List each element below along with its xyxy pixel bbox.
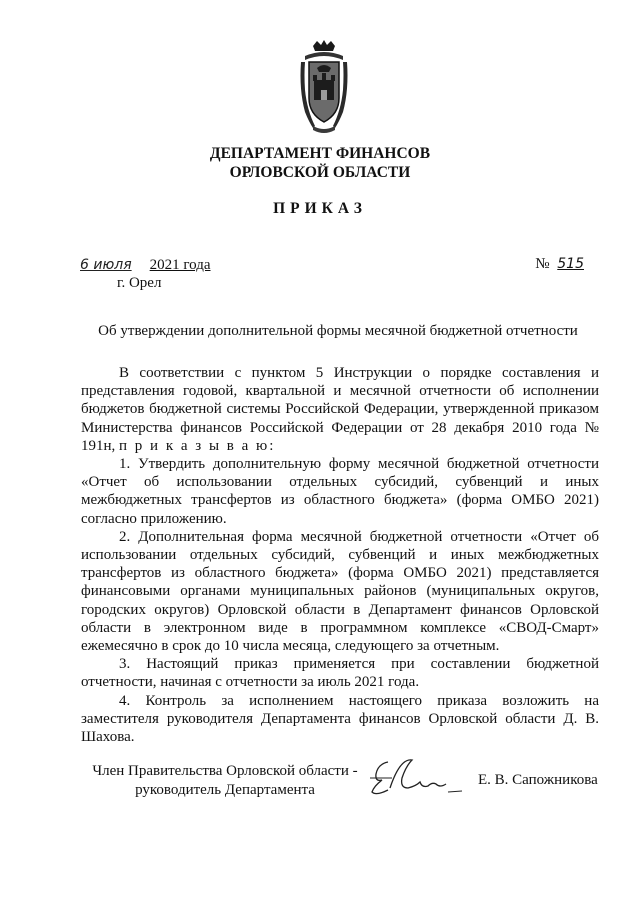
body-paragraph-4: 4. Контроль за исполнением настоящего приказа возложить на заместителя руководителя Департамента финансов Орловской области Д. В. Шахова. bbox=[81, 692, 599, 746]
handwritten-signature bbox=[366, 752, 466, 802]
order-body bbox=[81, 364, 599, 746]
number-label: № bbox=[535, 256, 550, 272]
order-number bbox=[535, 256, 584, 273]
department-name-line1: ДЕПАРТАМЕНТ ФИНАНСОВ bbox=[209, 145, 431, 162]
department-name-line2: ОРЛОВСКОЙ ОБЛАСТИ bbox=[229, 164, 411, 181]
position-line1: Член Правительства Орловской области - bbox=[92, 763, 358, 779]
body-paragraph-2: 2. Дополнительная форма месячной бюджетной отчетности «Отчет об использовании отдельных субсидий, субвенций и иных межбюджетных трансфертов из областного бюджета» (форма ОМБО 2021) представляется финансовыми органами муниципальных районов (муниципальных округов, городских округов) Орловской области в Департамент финансов Орловской области в электронном виде в программном комплексе «СВОД-Смарт» ежемесячно в срок до 10 числа месяца, следующего за отчетным. bbox=[81, 528, 599, 655]
signatory-position bbox=[90, 762, 360, 800]
body-paragraph-3: 3. Настоящий приказ применяется при составлении бюджетной отчетности, начиная с отчетности за июль 2021 года. bbox=[81, 656, 599, 691]
body-intro bbox=[81, 364, 599, 455]
order-subject: Об утверждении дополнительной формы месячной бюджетной отчетности bbox=[98, 323, 578, 339]
intro-order-word: п р и к а з ы в а ю: bbox=[119, 437, 276, 454]
position-line2: руководитель Департамента bbox=[135, 782, 315, 798]
city-name: г. Орел bbox=[117, 275, 162, 291]
coat-of-arms-icon bbox=[299, 40, 349, 136]
signatory-name: Е. В. Сапожникова bbox=[478, 772, 598, 788]
intro-text: В соответствии с пунктом 5 Инструкции о порядке составления и представления годовой, квартальной и месячной отчетности об исполнении бюджетов бюджетной системы Российской Федерации, утвержденной приказом Министерства финансов Российской Федерации от 28 декабря 2010 года № 191н, bbox=[81, 365, 599, 454]
order-date bbox=[80, 256, 211, 275]
document-type-title: ПРИКАЗ bbox=[273, 200, 367, 217]
number-handwritten: 515 bbox=[557, 256, 584, 272]
date-handwritten: 6 июля bbox=[80, 257, 132, 273]
date-year: 2021 года bbox=[149, 257, 211, 273]
body-paragraph-1: 1. Утвердить дополнительную форму месячной бюджетной отчетности «Отчет об использовании отдельных субсидий, субвенций и иных межбюджетных трансфертов из областного бюджета» (форма ОМБО 2021) согласно приложению. bbox=[81, 456, 599, 527]
